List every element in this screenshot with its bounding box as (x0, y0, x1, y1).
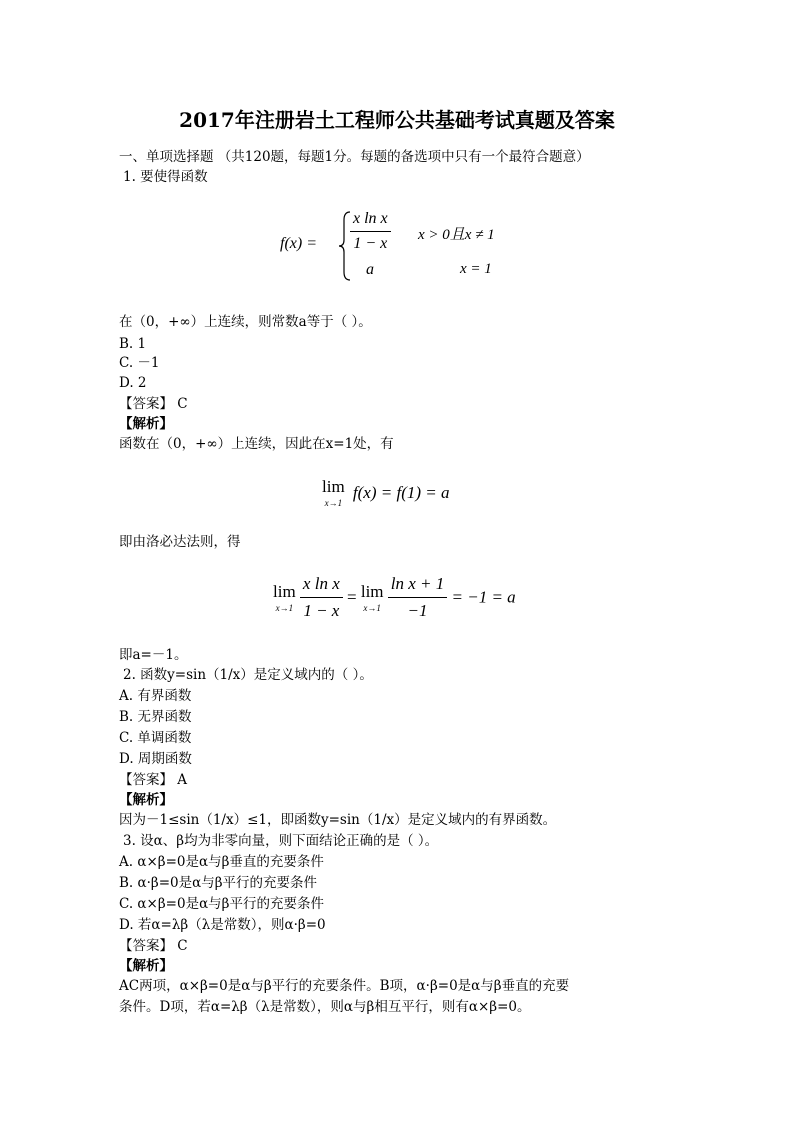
fraction-2-numerator: ln x + 1 (388, 574, 448, 598)
limit-subscript: x→1 (324, 498, 343, 508)
case1-denominator: 1 − x (353, 235, 388, 252)
q2-stem: 2. 函数y=sin（1/x）是定义域内的（ ）。 (123, 667, 373, 683)
formula-lhs: f(x) = (280, 235, 317, 252)
limit-subscript-1: x→1 (275, 602, 294, 613)
q1-answer: 【答案】 C (119, 396, 188, 412)
q1-analysis-lhopital: 即由洛必达法则，得 (119, 534, 241, 550)
case1-condition: x > 0且x ≠ 1 (418, 227, 495, 243)
q2-analysis-label: 【解析】 (119, 792, 173, 808)
q2-option-b: B. 无界函数 (119, 709, 192, 725)
limit-operator-1 (273, 583, 296, 613)
equals-sign: = (347, 587, 357, 607)
formula-tail: = −1 = a (451, 587, 516, 607)
q2-option-c: C. 单调函数 (119, 730, 192, 746)
q1-option-b: B. 1 (119, 336, 147, 352)
page-title: 2017年注册岩土工程师公共基础考试真题及答案 (179, 108, 615, 132)
q2-option-a: A. 有界函数 (119, 688, 192, 704)
fraction-1-numerator: x ln x (300, 574, 343, 598)
case2-value: a (366, 261, 374, 278)
limit-word-1: lim (273, 581, 296, 601)
fraction-1 (300, 574, 343, 621)
q2-answer: 【答案】 A (119, 772, 188, 788)
q1-stem: 1. 要使得函数 (123, 169, 208, 185)
q3-analysis-label: 【解析】 (119, 958, 173, 974)
q1-analysis-text: 函数在（0，+∞）上连续，因此在x=1处，有 (119, 436, 394, 452)
case1-numerator: x ln x (350, 210, 391, 232)
fraction-1-denominator: 1 − x (303, 601, 340, 620)
q1-piecewise-formula (280, 210, 540, 282)
section-heading: 一、单项选择题 （共120题，每题1分。每题的备选项中只有一个最符合题意） (119, 149, 590, 165)
limit-word: lim (322, 477, 345, 496)
q3-option-b: B. α·β=0是α与β平行的充要条件 (119, 875, 318, 891)
q3-stem: 3. 设α、β均为非零向量，则下面结论正确的是（ ）。 (123, 833, 439, 849)
fraction-2-denominator: −1 (407, 601, 428, 620)
q1-analysis-label: 【解析】 (119, 416, 173, 432)
q3-answer: 【答案】 C (119, 938, 188, 954)
q1-option-d: D. 2 (119, 375, 147, 391)
limit-expression: f(x) = f(1) = a (352, 483, 450, 502)
q1-limit-formula (322, 478, 450, 508)
q3-option-c: C. α×β=0是α与β平行的充要条件 (119, 896, 324, 912)
limit-word-2: lim (360, 581, 384, 601)
fraction-2 (388, 574, 448, 621)
q1-option-c: C. －1 (119, 355, 160, 371)
q3-analysis-text-2: 条件。D项，若α=λβ（λ是常数），则α与β相互平行，则有α×β=0。 (119, 999, 531, 1015)
q1-lhopital-formula (273, 574, 516, 621)
limit-subscript-2: x→1 (363, 602, 381, 613)
q3-option-a: A. α×β=0是α与β垂直的充要条件 (119, 854, 324, 870)
q3-analysis-text-1: AC两项，α×β=0是α与β平行的充要条件。B项，α·β=0是α与β垂直的充要 (119, 978, 570, 994)
limit-operator (322, 478, 345, 508)
case1-fraction (350, 210, 391, 253)
q2-option-d: D. 周期函数 (119, 751, 192, 767)
q3-option-d: D. 若α=λβ（λ是常数），则α·β=0 (119, 917, 326, 933)
limit-operator-2 (361, 583, 384, 613)
q1-stem-continued: 在（0，+∞）上连续，则常数a等于（ ）。 (119, 314, 372, 330)
q1-conclusion: 即a=－1。 (119, 647, 188, 663)
case2-condition: x = 1 (460, 261, 492, 277)
q2-analysis-text: 因为－1≤sin（1/x）≤1，即函数y=sin（1/x）是定义域内的有界函数。 (119, 812, 557, 828)
